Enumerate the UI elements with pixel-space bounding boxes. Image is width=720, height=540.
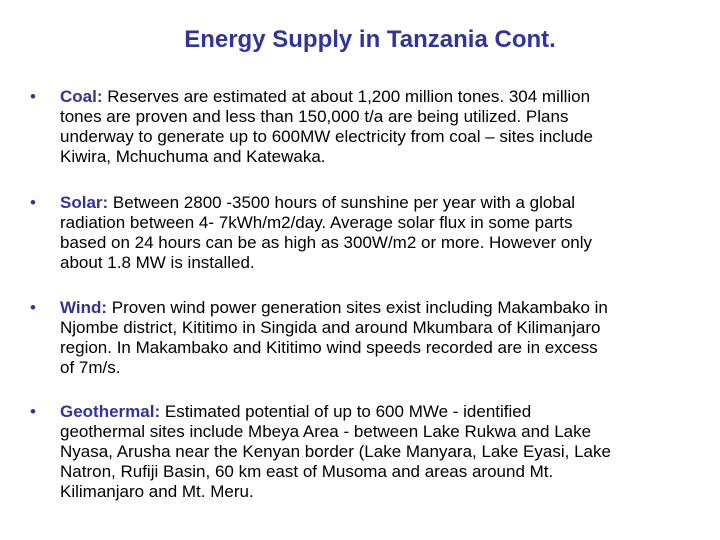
bullet-icon: • bbox=[30, 402, 36, 421]
bullet-label: Geothermal: bbox=[60, 402, 161, 421]
bullet-icon: • bbox=[30, 193, 36, 212]
bullet-body: Between 2800 -3500 hours of sunshine per year with a global radiation between 4- 7kWh/m2/day. Average solar flux in some parts based on 24 hours can be as high as 300W/m2 or more. However only about 1.8 MW is installed. bbox=[60, 193, 593, 272]
bullet-body: Reserves are estimated at about 1,200 million tones. 304 million tones are proven and less than 150,000 t/a are being utilized. Plans underway to generate up to 600MW electricity from coal – sites include Kiwira, Mchuchuma and Katewaka. bbox=[60, 87, 593, 166]
slide-title: Energy Supply in Tanzania Cont. bbox=[184, 26, 556, 53]
bullet-item-coal bbox=[30, 87, 710, 167]
bullet-item-wind bbox=[30, 298, 710, 378]
bullet-label: Solar: bbox=[60, 193, 109, 212]
bullet-body: Proven wind power generation sites exist including Makambako in Njombe district, Kititimo in Singida and around Mkumbara of Kilimanjaro region. In Makambako and Kititimo wind speeds recorded are in excess of 7m/s. bbox=[60, 298, 608, 377]
bullet-text bbox=[60, 87, 710, 167]
bullet-icon: • bbox=[30, 87, 36, 106]
bullet-item-geothermal bbox=[30, 402, 710, 502]
bullet-text bbox=[60, 193, 710, 273]
bullet-label: Wind: bbox=[60, 298, 108, 317]
bullet-text bbox=[60, 402, 710, 502]
bullet-label: Coal: bbox=[60, 87, 103, 106]
bullet-icon: • bbox=[30, 298, 36, 317]
bullet-item-solar bbox=[30, 193, 710, 273]
bullet-text bbox=[60, 298, 710, 378]
bullet-body: Estimated potential of up to 600 MWe - identified geothermal sites include Mbeya Area - between Lake Rukwa and Lake Nyasa, Arusha near the Kenyan border (Lake Manyara, Lake Eyasi, Lake Natron, Rufiji Basin, 60 km east of Musoma and areas around Mt. Kilimanjaro and Mt. Meru. bbox=[60, 402, 611, 501]
